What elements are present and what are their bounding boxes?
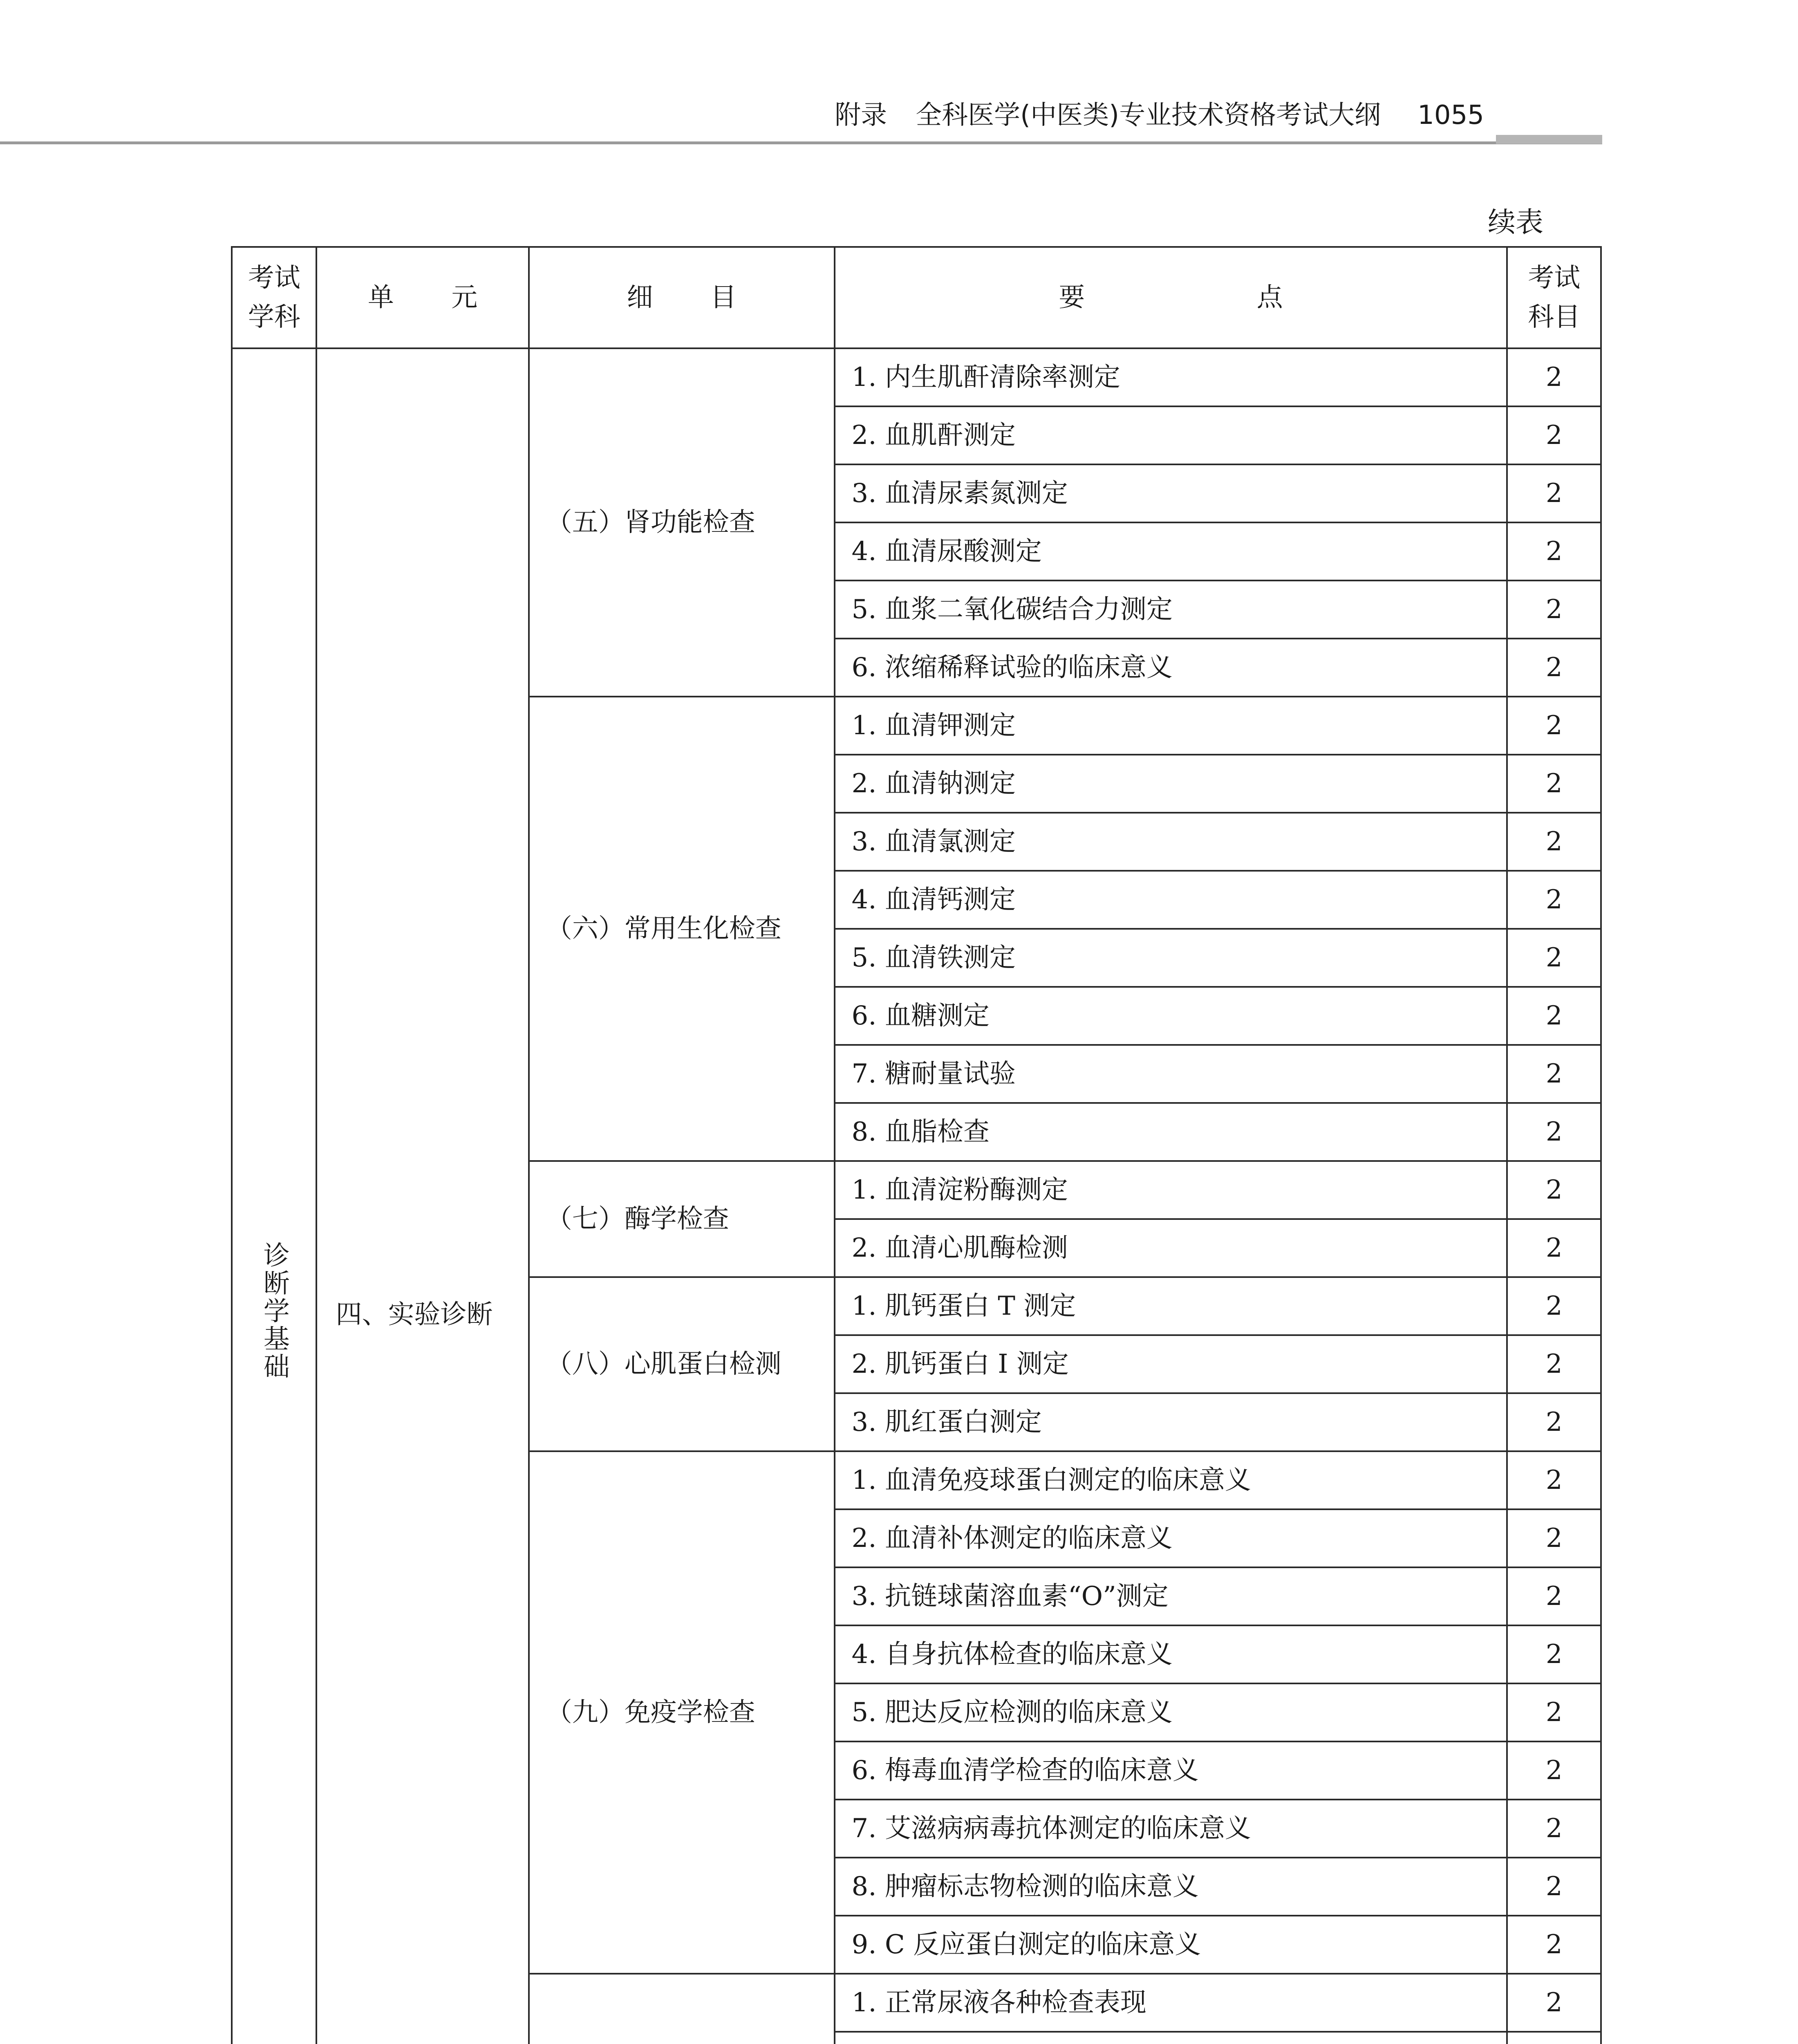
point-cell: 2. 血肌酐测定 [835,406,1507,464]
point-cell: 1. 正常尿液各种检查表现 [835,1974,1507,2032]
point-cell: 5. 血浆二氧化碳结合力测定 [835,580,1507,639]
header-tab-accent [1496,135,1602,144]
point-cell: 4. 血清尿酸测定 [835,522,1507,580]
point-cell: 6. 血糖测定 [835,987,1507,1045]
continued-label: 续表 [1488,206,1544,239]
level-cell: 2 [1507,929,1601,987]
point-cell: 3. 血清尿素氮测定 [835,464,1507,522]
col-header-point: 要 点 [835,247,1507,348]
page-number: 1055 [1417,100,1484,130]
col-header-detail: 细 目 [529,247,835,348]
running-header [0,0,1798,147]
level-cell: 2 [1507,1741,1601,1800]
level-cell: 2 [1507,871,1601,929]
subject-text: 诊断学基础 [259,1241,289,1381]
level-cell: 2 [1507,464,1601,522]
point-cell: 6. 浓缩稀释试验的临床意义 [835,639,1507,697]
detail-cell: （七）酶学检查 [529,1161,835,1277]
table-row [232,348,1601,406]
point-cell: 3. 抗链球菌溶血素“O”测定 [835,1567,1507,1625]
detail-cell: （八）心肌蛋白检测 [529,1277,835,1451]
col-header-level-text: 考试 科目 [1528,263,1581,332]
header-book-title: 全科医学(中医类)专业技术资格考试大纲 [916,100,1381,130]
point-cell: 1. 血清钾测定 [835,697,1507,755]
level-cell: 2 [1507,1974,1601,2032]
point-cell: 6. 梅毒血清学检查的临床意义 [835,1741,1507,1800]
level-cell: 2 [1507,1509,1601,1567]
point-cell: 1. 肌钙蛋白 T 测定 [835,1277,1507,1335]
unit-cell: 四、实验诊断 [316,348,528,2044]
level-cell: 2 [1507,1625,1601,1683]
level-cell: 2 [1507,1567,1601,1625]
subject-cell [232,348,316,2044]
level-cell: 2 [1507,813,1601,871]
level-cell: 2 [1507,1045,1601,1103]
table-header-row [232,247,1601,348]
point-cell: 4. 血清钙测定 [835,871,1507,929]
point-cell: 8. 血脂检查 [835,1103,1507,1161]
col-header-subject [232,247,316,348]
header-section: 附录 [835,100,887,130]
level-cell: 2 [1507,1161,1601,1219]
level-cell: 2 [1507,1335,1601,1393]
level-cell: 2 [1507,1219,1601,1277]
point-cell: 8. 肿瘤标志物检测的临床意义 [835,1858,1507,1916]
level-cell: 2 [1507,348,1601,406]
col-header-level [1507,247,1601,348]
level-cell: 2 [1507,580,1601,639]
level-cell: 2 [1507,1277,1601,1335]
point-cell: 7. 糖耐量试验 [835,1045,1507,1103]
level-cell: 2 [1507,1451,1601,1509]
point-cell: 1. 内生肌酐清除率测定 [835,348,1507,406]
level-cell: 2 [1507,1683,1601,1741]
level-cell: 2 [1507,1103,1601,1161]
point-cell: 5. 血清铁测定 [835,929,1507,987]
detail-cell: （九）免疫学检查 [529,1451,835,1974]
point-cell [835,2032,1507,2044]
level-cell: 2 [1507,697,1601,755]
point-cell: 2. 血清钠测定 [835,755,1507,813]
header-title-line [835,94,1484,132]
syllabus-table [231,246,1602,2044]
point-cell: 2. 血清补体测定的临床意义 [835,1509,1507,1567]
level-cell [1507,2032,1601,2044]
point-cell: 1. 血清免疫球蛋白测定的临床意义 [835,1451,1507,1509]
col-header-subject-text: 考试 学科 [248,263,300,332]
col-header-unit: 单 元 [316,247,528,348]
point-cell: 5. 肥达反应检测的临床意义 [835,1683,1507,1741]
table-body [232,348,1601,2044]
detail-cell [529,1974,835,2044]
point-cell: 3. 肌红蛋白测定 [835,1393,1507,1451]
point-cell: 1. 血清淀粉酶测定 [835,1161,1507,1219]
level-cell: 2 [1507,987,1601,1045]
detail-cell: （六）常用生化检查 [529,697,835,1161]
level-cell: 2 [1507,1800,1601,1858]
point-cell: 4. 自身抗体检查的临床意义 [835,1625,1507,1683]
level-cell: 2 [1507,1393,1601,1451]
level-cell: 2 [1507,755,1601,813]
header-rule [0,141,1602,144]
level-cell: 2 [1507,406,1601,464]
point-cell: 3. 血清氯测定 [835,813,1507,871]
detail-cell: （五）肾功能检查 [529,348,835,697]
level-cell: 2 [1507,1858,1601,1916]
level-cell: 2 [1507,639,1601,697]
point-cell: 7. 艾滋病病毒抗体测定的临床意义 [835,1800,1507,1858]
level-cell: 2 [1507,1916,1601,1974]
level-cell: 2 [1507,522,1601,580]
point-cell: 2. 血清心肌酶检测 [835,1219,1507,1277]
point-cell: 9. C 反应蛋白测定的临床意义 [835,1916,1507,1974]
point-cell: 2. 肌钙蛋白 I 测定 [835,1335,1507,1393]
